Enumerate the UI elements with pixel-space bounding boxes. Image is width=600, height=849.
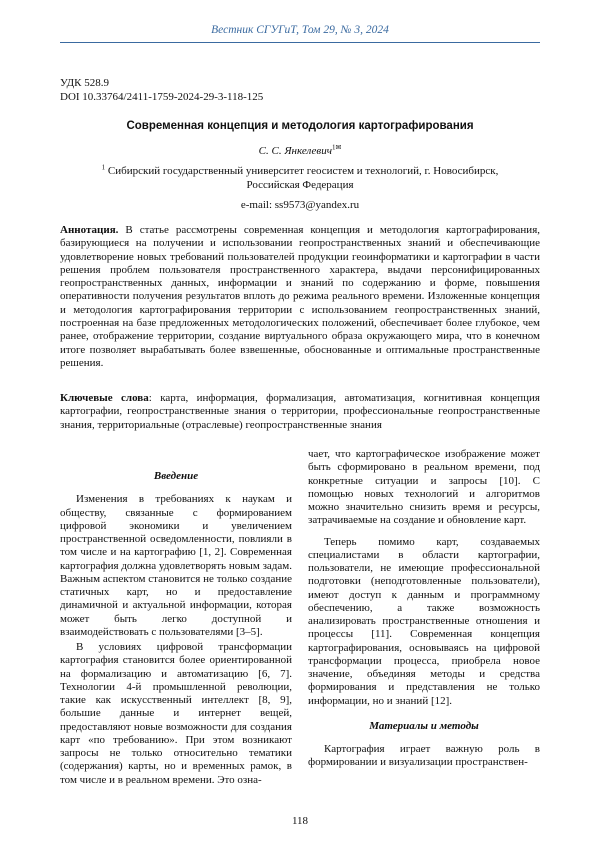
email: e-mail: ss9573@yandex.ru xyxy=(240,199,360,211)
abstract-text: В статье рассмотрены современная концепция и методология картографирования, базирующиеся на получении и использовании геопространственных знаний и обеспечивающие удовлетворение новых требований пользователей продукции геоинформатики и картографии в части решения проблем пользователя пространственного характера, выдачи персонифицированных геопространственных данных, информации и знаний по содержанию и форме, повышения оперативности получения результатов вплоть до режима реального времени. Изложенные концепция и методология картографирования территории с использованием геопространственных знаний, построенная на базе предложенных методологических положений, обеспечивает более глубокое, чем ранее, отображение территории, создание виртуального образа окружающего мира, что в конечном итоге позволяет вырабатывать более взвешенные, обоснованные и оптимальные пространственные решения. xyxy=(60,224,541,369)
right-column xyxy=(308,448,540,770)
author-name: С. С. Янкелевич xyxy=(258,145,332,157)
header-rule xyxy=(60,42,540,43)
journal-header: Вестник СГУГиТ, Том 29, № 3, 2024 xyxy=(211,24,389,36)
affiliation-line-2: Российская Федерация xyxy=(246,179,354,191)
abstract xyxy=(60,224,540,370)
section-heading-materials: Материалы и методы xyxy=(369,719,479,732)
left-column xyxy=(60,470,292,787)
keywords-label: Ключевые слова xyxy=(60,392,149,404)
paragraph: Теперь помимо карт, создаваемых специалистами в области картографии, пользователи, не имеющие профессиональной подготовки (неподготовленные пользователи), имеют доступ к данным и программному обеспечению, а также возможность анализировать пространственные отношения и процессы [11]. Современная концепция картографирования, основываясь на цифровой трансформации процесса, приобрела новое значение, объединяя методы и средства формирования и представления не только информации, но и знаний [12]. xyxy=(308,535,540,707)
abstract-label: Аннотация. xyxy=(60,224,119,236)
paragraph: Изменения в требованиях к наукам и обществу, связанные с формированием цифровой экономики и увеличением пространственной осведомленности, повлияли в том числе и на картографию [1, 2]. Современная картография должна удовлетворять новым задам. Важным аспектом становится не только создание статичных карт, но и предоставление динамичной и актуальной информации, которая может быть легко доступной и взаимодействовать с пользователями [3–5]. xyxy=(60,493,292,638)
affiliation-text: Сибирский государственный университет геосистем и технологий, г. Новосибирск, xyxy=(107,165,499,177)
paper-title: Современная концепция и методология картографирования xyxy=(126,120,474,132)
page-number: 118 xyxy=(291,815,309,827)
keywords xyxy=(60,392,540,432)
paragraph: Картография играет важную роль в формировании и визуализации пространствен- xyxy=(308,743,540,769)
udc: УДК 528.9 xyxy=(60,77,110,89)
paragraph: В условиях цифровой трансформации картография становится более ориентированной на формализацию и автоматизацию [6, 7]. Технологии 4-й промышленной революции, такие как искусственный интеллект [8, 9], большие данные и интернет вещей, предоставляют новые возможности для создания карт «по требованию». При этом возникают запросы не только относительно тематики (содержания) карты, но и временных рамок, в том числе и в реальном времени. Это озна- xyxy=(60,641,292,786)
keywords-text: : карта, информация, формализация, автоматизация, когнитивная концепция картографии, геопространственные знания о территории, профессиональные геопространственные знания, территориальные (отраслевые) геопространственные знания xyxy=(60,392,540,431)
author-line xyxy=(60,144,540,158)
section-heading-introduction: Введение xyxy=(153,470,199,482)
doi: DOI 10.33764/2411-1759-2024-29-3-118-125 xyxy=(60,91,264,103)
author-superscript: 1✉ xyxy=(331,143,342,152)
affiliation-line-1 xyxy=(60,164,540,178)
affiliation-superscript: 1 xyxy=(101,163,106,172)
paragraph: чает, что картографическое изображение может быть сформировано в реальном времени, под конкретные ситуации и запросы [10]. С помощью новых технологий и алгоритмов можно значительно снизить время и ресурсы, затрачиваемые на создание и обновление карт. xyxy=(308,448,540,527)
